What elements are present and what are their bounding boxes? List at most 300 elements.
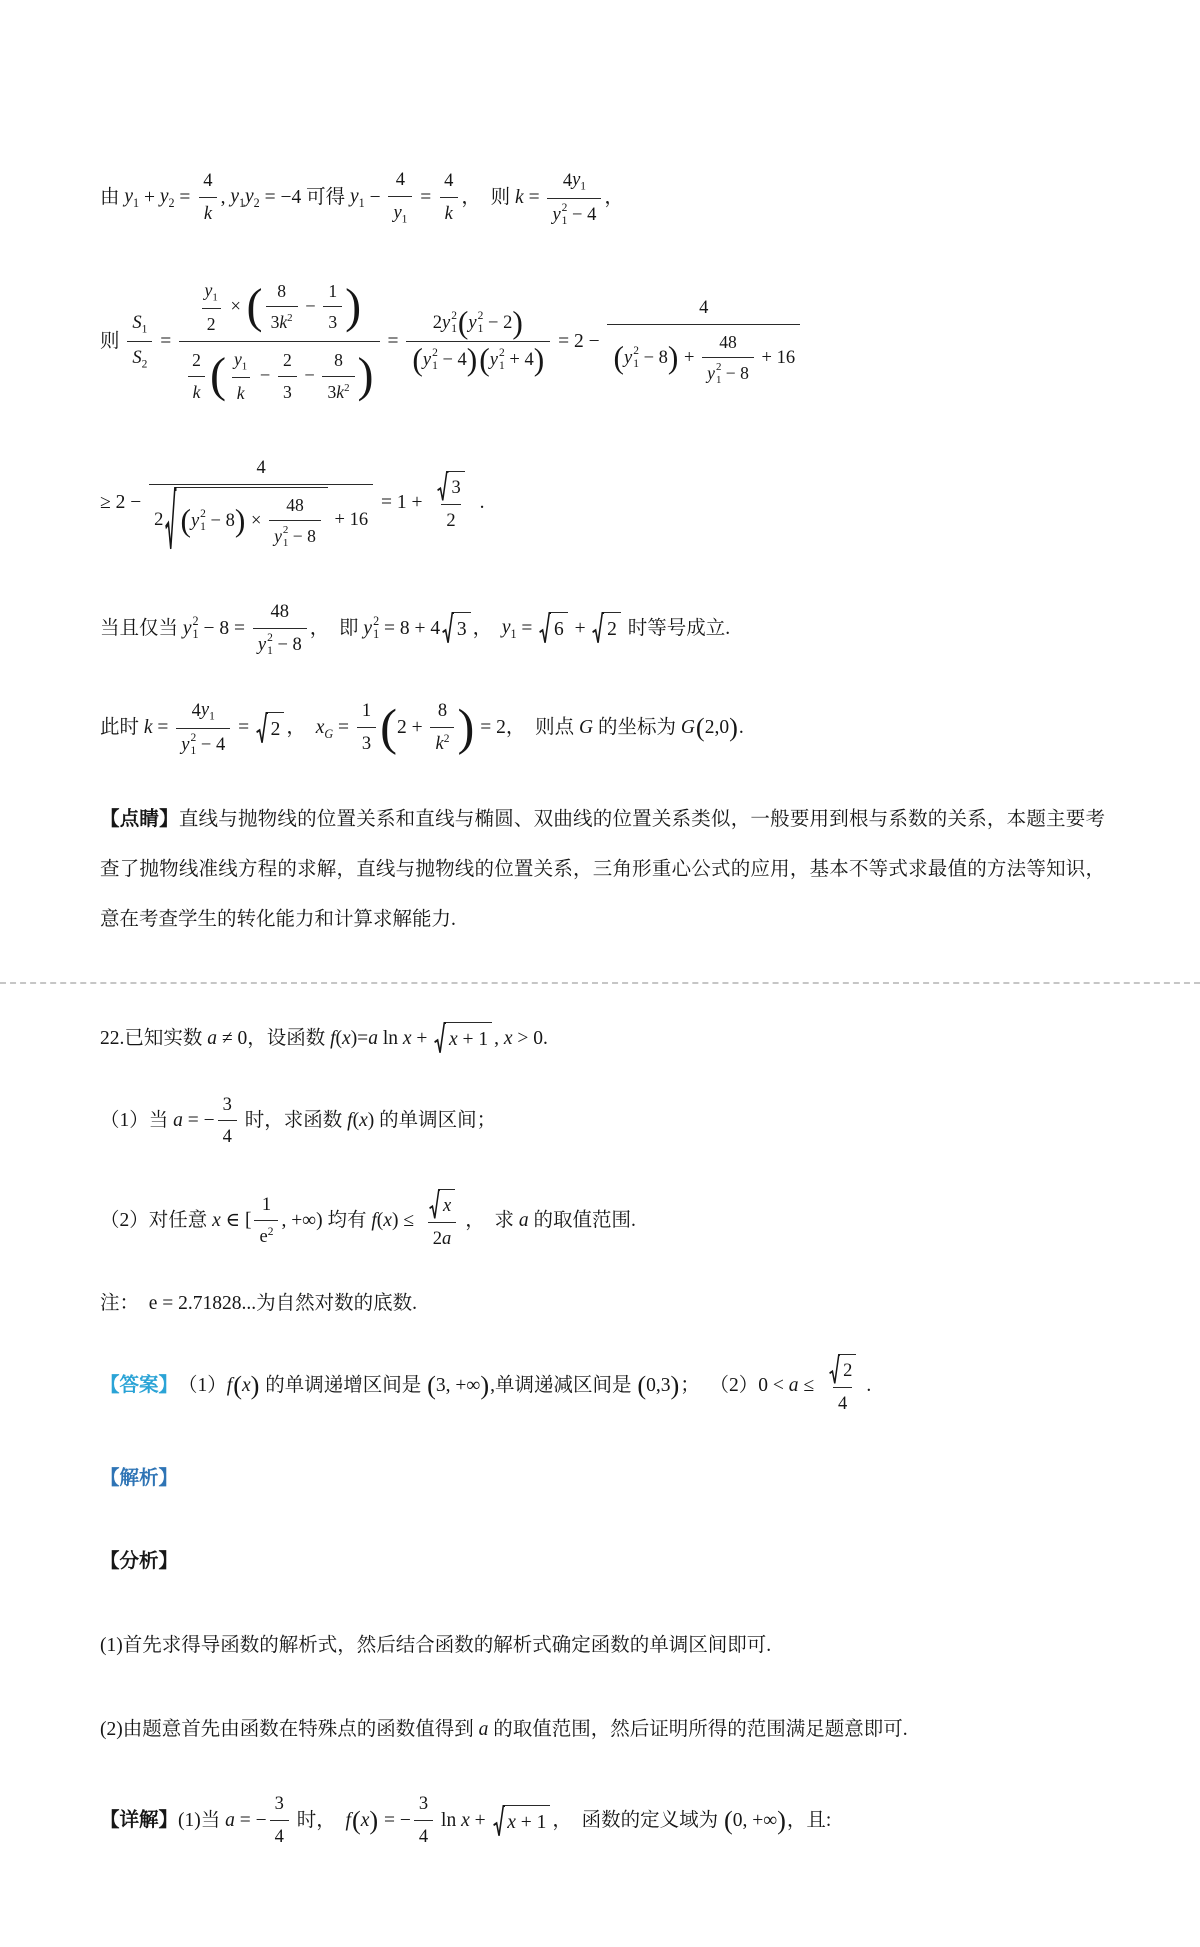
equation-line-amgm-bound	[100, 452, 1105, 554]
sub-sup-var: y 2 1	[257, 631, 273, 657]
subscripted-var: $y_2$	[245, 186, 260, 211]
fraction-numerator	[270, 1788, 289, 1820]
subscripted-var: $y_1$	[501, 617, 517, 641]
math-text: ∈ [	[220, 1210, 252, 1232]
fraction-numerator	[192, 273, 368, 341]
open-paren: (	[380, 699, 397, 756]
math-text: .	[738, 717, 744, 739]
fraction-numerator	[329, 345, 348, 375]
math-text: + 1	[457, 1029, 489, 1051]
fraction	[406, 305, 550, 377]
math-text: +	[411, 1027, 433, 1049]
fraction-numerator	[822, 1352, 863, 1387]
paren-content	[490, 346, 534, 374]
math-text: + 16	[329, 508, 369, 530]
radicand	[504, 1805, 550, 1837]
math-text: ≥ 2 −	[100, 492, 147, 514]
fraction-numerator	[357, 695, 376, 727]
square-root	[592, 612, 620, 644]
math-text: 48	[270, 600, 290, 622]
square-root	[493, 1805, 551, 1837]
math-text: + 16	[756, 346, 796, 368]
math-text: ) ≤	[391, 1210, 419, 1232]
square-root	[829, 1354, 856, 1385]
fraction-denominator	[270, 1820, 289, 1853]
math-text: =	[382, 330, 404, 352]
close-paren: )	[345, 279, 362, 333]
radicand	[176, 487, 327, 552]
math-text: 2,0	[704, 717, 730, 739]
math-text: −	[364, 186, 386, 208]
parenthesized-group	[210, 344, 374, 408]
math-var: f	[371, 1210, 377, 1232]
text-run: （2）对任意	[100, 1210, 213, 1232]
math-text: 4	[395, 169, 406, 190]
fraction	[179, 273, 379, 411]
math-text: 48	[286, 495, 304, 516]
math-text: , +∞)	[281, 1210, 323, 1232]
text-run: (1)首先求得导函数的解析式，然后结合函数的解析式确定函数的单调区间即可.	[100, 1635, 772, 1657]
bracket-label: 【详解】	[100, 1810, 179, 1832]
close-paren: )	[512, 305, 523, 341]
math-text: )	[367, 1110, 375, 1132]
fraction	[547, 164, 601, 231]
problem22-part1	[100, 1089, 1105, 1154]
fraction	[357, 695, 376, 760]
math-text: = 2	[475, 717, 506, 739]
answer-line	[100, 1352, 1105, 1420]
radical-icon	[539, 612, 551, 644]
fraction-numerator	[229, 344, 252, 377]
paren-content	[468, 309, 512, 337]
bracket-label: 【解析】	[100, 1467, 179, 1489]
sub-sup-var: y 2 1	[623, 345, 639, 370]
math-var: k	[192, 381, 201, 402]
close-paren: )	[457, 699, 475, 756]
text-run: 时等号成立.	[622, 617, 731, 639]
fraction-numerator	[200, 275, 223, 308]
math-text: 2	[843, 1359, 853, 1381]
math-var: x	[342, 1027, 351, 1049]
fraction-denominator	[127, 341, 152, 376]
paren-content	[191, 507, 235, 535]
text-run: 时，	[291, 1810, 346, 1832]
fraction-denominator	[607, 324, 800, 391]
radical-icon	[829, 1354, 840, 1385]
superscripted-var: $k^2$	[279, 312, 293, 333]
fraction	[218, 1089, 237, 1154]
fraction	[270, 1788, 289, 1853]
math-text: =	[174, 186, 196, 208]
sub-sup-var: y 2 1	[552, 201, 568, 227]
sub-sup-var: y 2 1	[441, 310, 457, 336]
fraction-numerator	[430, 469, 471, 504]
math-text: 3	[361, 733, 372, 755]
parenthesized-group	[458, 307, 523, 339]
text-run: 的坐标为	[593, 717, 681, 739]
math-text: 4	[222, 1126, 232, 1148]
fraction-denominator	[199, 197, 217, 230]
fraction-denominator	[269, 520, 321, 551]
math-text: 4	[203, 170, 213, 192]
math-var: a	[442, 1227, 452, 1249]
fraction-denominator	[357, 727, 376, 760]
close-paren: )	[369, 1805, 379, 1835]
math-text: =	[333, 717, 354, 739]
math-text: ln	[436, 1810, 462, 1832]
fraction-numerator	[218, 1089, 237, 1121]
math-text: − 8	[272, 633, 302, 655]
math-text: − 8	[205, 510, 235, 532]
fraction-numerator	[433, 695, 452, 727]
parenthesized-group	[180, 505, 245, 537]
text-run: 的单调递增区间是	[260, 1375, 427, 1397]
math-var: x	[402, 1027, 412, 1049]
fraction-numerator	[414, 1788, 433, 1820]
close-paren: )	[234, 503, 246, 539]
math-text: 3	[451, 477, 461, 499]
fraction-numerator	[694, 292, 713, 324]
equation-line-area-ratio	[100, 273, 1105, 411]
math-text: 3	[327, 381, 337, 402]
math-text: =	[233, 717, 254, 739]
sub-sup-var: y 2 1	[274, 524, 289, 549]
math-text: (	[335, 1027, 343, 1049]
math-var: x	[241, 1375, 251, 1397]
math-text: − 4	[196, 734, 226, 756]
radical-icon	[592, 612, 604, 644]
fraction-denominator	[179, 341, 379, 410]
paren-content	[624, 344, 668, 372]
math-text: ≠ 0	[217, 1027, 248, 1049]
sub-sup-var: y 2 1	[489, 346, 505, 372]
math-var: f	[345, 1810, 351, 1832]
math-text: 3	[282, 381, 292, 402]
text-run: ， 即	[309, 617, 364, 639]
math-text: 3	[222, 1093, 232, 1115]
problem22-part2	[100, 1187, 1105, 1255]
paren-content	[263, 276, 346, 338]
math-text: 4	[699, 297, 709, 319]
math-text: ≤	[798, 1375, 819, 1397]
subscripted-var: $y_1$	[393, 201, 408, 226]
fraction	[414, 1788, 433, 1853]
subscripted-var: $y_1$	[204, 279, 218, 304]
subscripted-var: $y_2$	[159, 186, 175, 211]
fraction-denominator	[188, 376, 206, 407]
subscripted-var: $y_1$	[572, 169, 587, 193]
subscripted-var: $x_G$	[315, 716, 334, 741]
paren-content	[361, 1806, 370, 1835]
math-text: +	[139, 186, 160, 208]
math-text: 8	[334, 350, 343, 371]
math-text: )=	[350, 1027, 369, 1049]
math-text: (	[376, 1210, 384, 1232]
math-var: k	[236, 382, 245, 403]
math-text: 6	[553, 619, 564, 640]
math-text: = 8 + 4	[379, 617, 441, 639]
math-text: 4	[256, 457, 266, 479]
text-run: 22.已知实数	[100, 1027, 208, 1049]
math-text: ×	[246, 510, 267, 532]
text-run: 为自然对数的底数.	[256, 1292, 418, 1314]
fraction-denominator	[322, 376, 354, 407]
math-text: 0 <	[758, 1375, 789, 1397]
parenthesized-group	[427, 1371, 489, 1400]
subscripted-var: $y_1$	[230, 186, 246, 211]
radicand	[448, 471, 464, 502]
open-paren: (	[723, 1805, 733, 1835]
math-var: x	[503, 1027, 513, 1049]
problem22-statement	[100, 1022, 1105, 1054]
open-paren: (	[180, 503, 191, 539]
math-text: −	[299, 365, 320, 387]
section-separator	[0, 982, 1200, 984]
close-paren: )	[777, 1805, 786, 1835]
square-root	[256, 712, 284, 744]
fraction	[176, 694, 230, 761]
paren-content	[226, 344, 358, 408]
fraction-denominator	[441, 504, 460, 537]
square-root	[434, 1022, 492, 1054]
fraction	[269, 490, 321, 552]
math-text: =	[155, 330, 177, 352]
open-paren: (	[233, 1370, 242, 1400]
fraction-denominator	[149, 484, 373, 554]
math-text: ,	[490, 1375, 495, 1397]
close-paren: )	[250, 1370, 260, 1400]
math-var: a	[173, 1110, 183, 1132]
text-run: 单调递减区间是	[494, 1375, 637, 1397]
open-paren: (	[209, 349, 226, 403]
text-run: 均有	[322, 1210, 372, 1232]
radicand	[446, 1022, 492, 1054]
fraction-numerator	[272, 276, 291, 306]
math-text: + 1	[515, 1811, 547, 1833]
close-paren: )	[533, 341, 545, 377]
open-paren: (	[457, 305, 469, 341]
paren-content	[646, 1371, 670, 1400]
text-run: （1）	[178, 1375, 227, 1397]
fraction	[253, 596, 307, 661]
parenthesized-group	[613, 342, 678, 374]
math-text: 0,3	[646, 1375, 671, 1397]
fraction-numerator	[127, 307, 152, 341]
fraction-denominator	[702, 357, 754, 388]
math-var: G	[680, 717, 695, 739]
superscripted-var: $k^2$	[336, 381, 350, 402]
fraction	[254, 1189, 278, 1254]
close-paren: )	[357, 349, 374, 403]
close-paren: )	[729, 712, 738, 742]
radical-icon	[429, 1189, 440, 1220]
open-paren: (	[637, 1370, 647, 1400]
fraction-denominator	[547, 198, 601, 231]
equation-line-vieta	[100, 164, 1105, 231]
math-text: + 4	[504, 348, 534, 370]
fraction-denominator	[833, 1387, 852, 1420]
math-var: f	[330, 1027, 336, 1049]
math-text: 8	[277, 280, 286, 301]
paren-content	[733, 1806, 777, 1835]
math-var: x	[212, 1210, 221, 1232]
text-run: (2)由题意首先由函数在特殊点的函数值得到	[100, 1718, 479, 1740]
sub-sup-var: y 2 1	[707, 361, 722, 386]
math-var: f	[226, 1375, 233, 1397]
open-paren: (	[351, 1805, 361, 1835]
fraction-numerator	[558, 164, 591, 198]
math-text: +	[569, 617, 591, 639]
math-var: x	[461, 1810, 470, 1832]
math-var: a	[518, 1210, 529, 1232]
jiexi-header	[100, 1454, 1105, 1504]
equation-line-equality-condition	[100, 596, 1105, 661]
fraction	[323, 276, 342, 338]
fraction-denominator	[253, 628, 307, 661]
text-run: ，且:	[786, 1810, 832, 1832]
text-run: ， 则	[461, 186, 516, 208]
fraction-numerator	[251, 452, 270, 484]
math-var: x	[448, 1029, 458, 1051]
math-text: ln	[377, 1027, 403, 1049]
fraction	[278, 345, 297, 407]
close-paren: )	[670, 1370, 680, 1400]
fraction-numerator	[198, 165, 217, 197]
fraction-numerator	[439, 165, 458, 197]
radicand	[551, 612, 568, 644]
math-text: − 8	[288, 526, 316, 547]
fraction-numerator	[428, 305, 529, 341]
square-root	[437, 471, 464, 502]
bracket-label: 【答案】	[100, 1375, 179, 1397]
math-text: 8	[437, 700, 448, 722]
fraction	[422, 1187, 462, 1255]
math-text: 2	[206, 313, 216, 334]
math-text: 3, +∞	[435, 1375, 481, 1397]
subscripted-var: $y_1$	[233, 348, 248, 373]
math-text: − 2	[483, 312, 513, 334]
math-text: − 4	[567, 203, 597, 225]
math-var: a	[478, 1718, 489, 1740]
math-text: − 8	[721, 363, 749, 384]
math-text: −	[255, 365, 275, 387]
fraction-denominator	[388, 196, 412, 231]
fraction-numerator	[714, 327, 742, 357]
fraction-numerator	[281, 490, 309, 520]
math-text: 2	[270, 718, 281, 740]
paren-content	[397, 695, 457, 760]
math-text: 2	[446, 510, 456, 532]
radical-icon	[437, 471, 448, 502]
math-text: 4	[444, 170, 454, 192]
sub-sup-var: y 2 1	[190, 508, 206, 533]
math-var: x	[359, 1110, 368, 1132]
math-var: G	[578, 717, 594, 739]
close-paren: )	[466, 341, 478, 377]
math-var: a	[225, 1810, 235, 1832]
math-text: 1	[328, 280, 338, 301]
fraction	[187, 345, 206, 407]
analysis-step-2	[100, 1705, 1105, 1755]
fraction	[229, 344, 252, 408]
close-paren: )	[480, 1370, 490, 1400]
fraction	[149, 452, 373, 554]
radical-icon	[442, 612, 454, 644]
parenthesized-group	[479, 341, 545, 377]
math-var: x	[443, 1195, 452, 1217]
sub-sup-var: y 2 1	[363, 613, 380, 642]
parenthesized-group	[724, 1806, 786, 1835]
subscripted-var: $y_1$	[349, 186, 365, 211]
text-run: 此时	[100, 717, 144, 739]
text-run: 当且仅当	[100, 617, 183, 639]
equation-line-point-g	[100, 694, 1105, 761]
math-text: =	[415, 186, 437, 208]
math-var: x	[360, 1810, 370, 1832]
math-text: 4	[838, 1392, 848, 1414]
text-run: (1)当	[178, 1810, 226, 1832]
fraction-denominator	[176, 728, 230, 761]
problem22-note-e	[100, 1289, 1105, 1318]
math-text: −	[300, 295, 321, 317]
fraction	[198, 165, 217, 230]
square-root	[429, 1189, 455, 1220]
paren-content	[436, 1371, 480, 1400]
math-text: ×	[225, 295, 246, 317]
paren-content	[423, 346, 467, 374]
fraction-denominator	[202, 308, 221, 339]
math-var: k	[444, 202, 453, 224]
fraction	[822, 1352, 863, 1420]
paren-content	[242, 1371, 251, 1400]
parenthesized-group	[247, 276, 362, 338]
math-text: 2	[282, 350, 292, 371]
radicand	[440, 1189, 455, 1220]
math-text: =	[523, 186, 545, 208]
text-run: ，	[604, 186, 624, 208]
text-run: ， 则点	[505, 717, 579, 739]
text-run: ； （2）	[680, 1375, 759, 1397]
fraction-denominator	[254, 1220, 278, 1253]
fraction	[266, 276, 298, 338]
radicand	[454, 612, 471, 644]
text-run: 则	[100, 330, 125, 352]
fraction-numerator	[422, 1187, 462, 1222]
math-text: − 8 =	[198, 617, 250, 639]
fraction	[702, 327, 754, 389]
fenxi-header	[100, 1537, 1105, 1587]
math-text: > 0.	[512, 1027, 548, 1049]
open-paren: (	[613, 340, 624, 376]
fraction-numerator	[257, 1189, 276, 1221]
math-text: 2	[607, 619, 617, 640]
math-text: = −	[379, 1810, 411, 1832]
math-text: e = 2.71828...	[148, 1292, 257, 1314]
fraction	[388, 164, 412, 231]
fraction	[430, 695, 454, 760]
math-text: +	[679, 346, 700, 368]
text-run: 的单调区间；	[374, 1110, 497, 1132]
radical-icon	[256, 712, 268, 744]
math-text: 3	[270, 312, 280, 333]
fraction	[322, 345, 354, 407]
fraction-denominator	[430, 727, 454, 760]
text-run: ，	[286, 717, 316, 739]
fraction-numerator	[323, 276, 342, 306]
text-run: 时，求函数	[239, 1110, 348, 1132]
text-run: 由	[100, 186, 125, 208]
math-var: a	[788, 1375, 799, 1397]
